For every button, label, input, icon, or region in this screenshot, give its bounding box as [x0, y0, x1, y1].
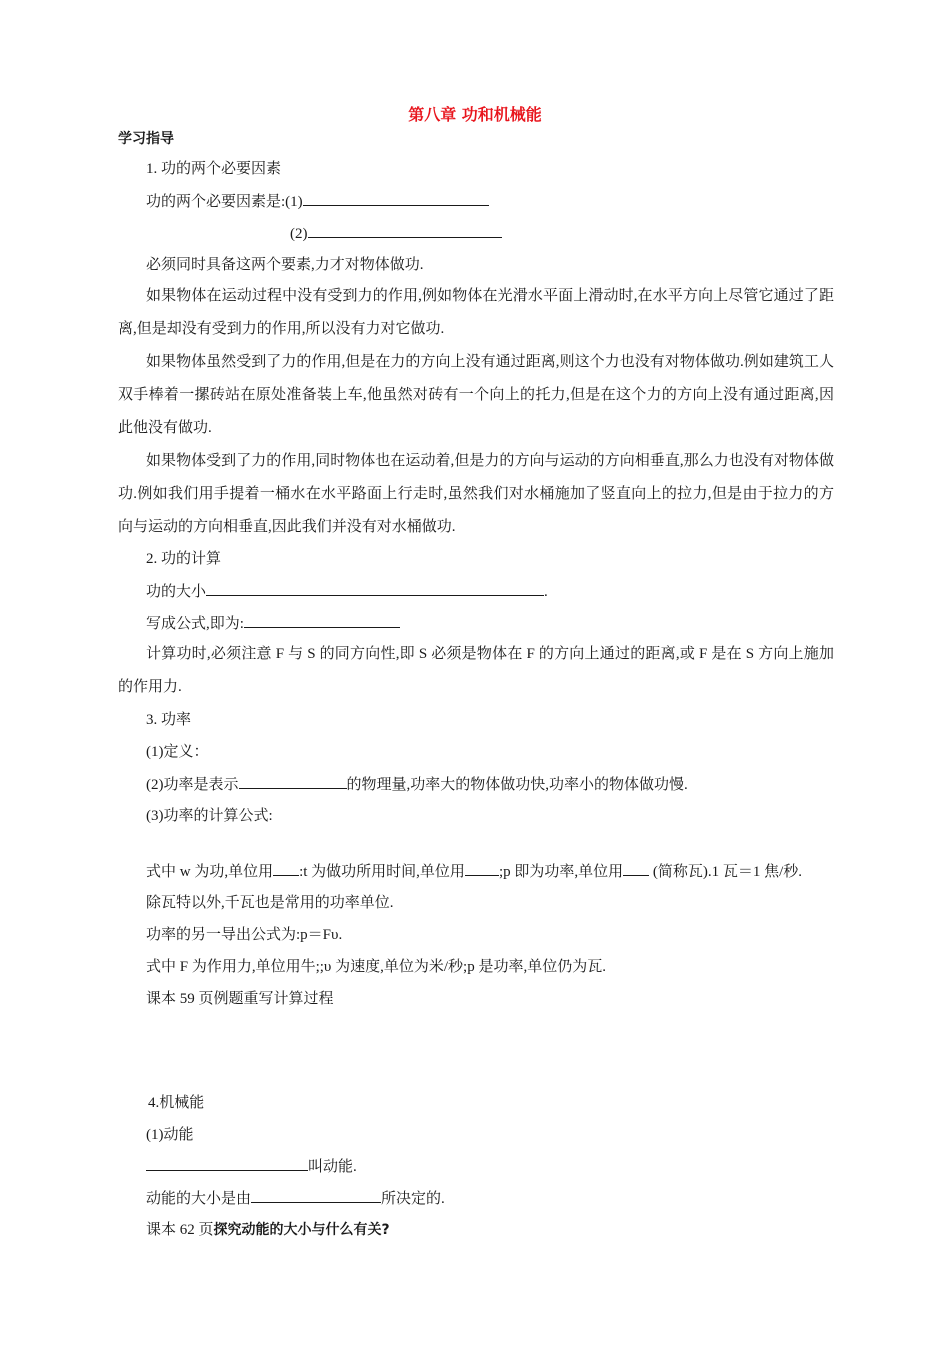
blank-factor1 [303, 191, 489, 206]
power-units-line [146, 861, 802, 882]
work-formula-label: 写成公式,即为: [146, 616, 244, 632]
explore-question: 探究动能的大小与什么有关? [213, 1222, 390, 1238]
s4-heading: 4.机械能 [148, 1095, 205, 1111]
s3-heading: 3. 功率 [146, 712, 192, 728]
derived-units: 式中 F 为作用力,单位用牛;;υ 为速度,单位为米/秒;p 是功率,单位仍为瓦. [146, 959, 606, 975]
kilowatt-note: 除瓦特以外,千瓦也是常用的功率单位. [146, 895, 394, 911]
factors-line [146, 191, 489, 212]
paragraph-perpendicular: 如果物体受到了力的作用,同时物体也在运动着,但是力的方向与运动的方向相垂直,那么力也没有对物体做功.例如我们用手提着一桶水在水平路面上行走时,虽然我们对水桶施加了竖直向上的拉力,但是由于拉力的方向与运动的方向相垂直,因此我们并没有对水桶做功. [118, 453, 834, 535]
blank-unit-time [465, 861, 499, 876]
work-note: 计算功时,必须注意 F 与 S 的同方向性,即 S 必须是物体在 F 的方向上通过的距离,或 F 是在 S 方向上施加的作用力. [118, 646, 834, 695]
work-size-line [146, 581, 548, 602]
paragraph-no-force: 如果物体在运动过程中没有受到力的作用,例如物体在光滑水平面上滑动时,在水平方向上尽管它通过了距离,但是却没有受到力的作用,所以没有力对它做功. [118, 288, 834, 337]
blank-power-meaning [239, 774, 347, 789]
paragraph-no-distance: 如果物体虽然受到了力的作用,但是在力的方向上没有通过距离,则这个力也没有对物体做功.例如建筑工人双手棒着一摞砖站在原处准备装上车,他虽然对砖有一个向上的托力,但是在这个力的方向上没有通过距离,因此他没有做功. [118, 354, 834, 436]
power-calc-label: (3)功率的计算公式: [146, 808, 273, 824]
work-formula-line [146, 613, 400, 634]
section-heading: 学习指导 [118, 131, 174, 147]
ke-size-pre: 动能的大小是由 [146, 1191, 252, 1207]
work-size-label: 功的大小 [146, 584, 207, 600]
kinetic-energy-label: (1)动能 [146, 1127, 194, 1143]
blank-factor2 [308, 223, 502, 238]
units-time: :t 为做功所用时间,单位用 [299, 864, 465, 880]
blank-unit-work [273, 861, 299, 876]
work-size-end: . [544, 584, 548, 600]
s1-heading: 1. 功的两个必要因素 [146, 161, 282, 177]
chapter-title: 第八章 功和机械能 [408, 105, 542, 124]
s2-heading: 2. 功的计算 [146, 551, 222, 567]
ke-size-post: 所决定的. [381, 1191, 445, 1207]
blank-ke-definition [146, 1156, 308, 1171]
blank-work-formula [244, 613, 400, 628]
factor2-label: (2) [290, 226, 308, 242]
both-needed-text: 必须同时具备这两个要素,力才对物体做功. [146, 257, 424, 273]
ke-definition-post: 叫动能. [308, 1159, 357, 1175]
units-power: ;p 即为功率,单位用 [498, 864, 624, 880]
factors-label: 功的两个必要因素是:(1) [146, 194, 303, 210]
factor2-line [290, 223, 502, 244]
example-note: 课本 59 页例题重写计算过程 [146, 991, 334, 1007]
power-meaning-pre: (2)功率是表示 [146, 777, 239, 793]
units-work: 式中 w 为功,单位用 [146, 864, 274, 880]
blank-work-size [206, 581, 544, 596]
power-definition: (1)定义： [146, 744, 209, 760]
derived-formula: 功率的另一导出公式为:p＝Fυ. [146, 927, 343, 943]
blank-ke-size [251, 1188, 381, 1203]
ke-size-line [146, 1188, 445, 1209]
blank-unit-power [623, 861, 649, 876]
ke-definition-line [146, 1156, 357, 1177]
power-meaning-line [146, 774, 688, 795]
explore-line [146, 1220, 390, 1240]
units-watt-def: (简称瓦).1 瓦＝1 焦/秒. [649, 864, 803, 880]
explore-pre: 课本 62 页 [146, 1222, 214, 1238]
power-meaning-post: 的物理量,功率大的物体做功快,功率小的物体做功慢. [346, 777, 688, 793]
